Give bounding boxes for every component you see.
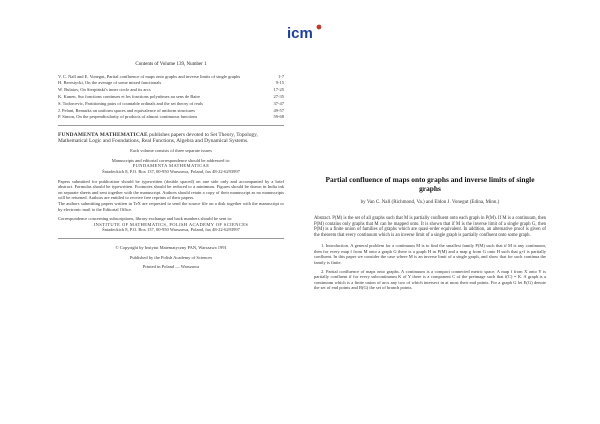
editor-name: FUNDAMENTA MATHEMATICAE [132, 163, 210, 169]
toc-item[interactable] [58, 101, 284, 107]
toc-page: 9-15 [275, 80, 284, 86]
copyright: © Copyright by Instytut Matematyczny PAN, Warszawa 1991 [115, 245, 227, 250]
printer-note: Printed in Poland — Warszawa [142, 264, 200, 270]
logo-text: icm [287, 25, 313, 42]
toc-title: J. Pelant, Remarks on uniform spaces and equivalence of uniform structures [58, 107, 195, 113]
journal-statement [58, 132, 284, 144]
right-column [314, 175, 546, 294]
toc-page: 37-47 [273, 100, 284, 106]
institute-address: Śniadeckich 8, P.O. Box 137, 00-950 Warszawa, Poland, fax 48-22-6293997 [102, 227, 240, 233]
toc-page: 59-68 [273, 114, 284, 120]
divider [58, 125, 284, 126]
institute-name: INSTITUTE OF MATHEMATICS, POLISH ACADEMY OF SCIENCES [93, 221, 249, 227]
author-names: Van C. Nall (Richmond, Va.) and Eldon J. Vonegut (Edina, Minn.) [366, 200, 500, 205]
logo-dot [317, 25, 322, 30]
journal-description: publishes papers devoted to Set Theory, Topology, Mathematical Logic and Foundations, Real Functions, Algebra and Dynamical Systems. [58, 131, 258, 145]
toc-title: P. Simon, On the perpendicularity of products of almost continuous functions [58, 114, 198, 120]
publisher-logo [286, 22, 322, 44]
tex-note: The authors submitting papers written in TeX are requested to send the source file on a disk together with the manuscript or by electronic mail to the Editorial Office. [58, 201, 284, 212]
publisher-note: Published by the Polish Academy of Sciences [129, 254, 213, 260]
author-prefix: by [360, 200, 366, 205]
section-introduction: 1. Introduction. A general problem for a continuum M is to find the smallest family P(M) such that if M is any continuum, then for every map f from M onto a graph G there is a graph H in P(M) and a map g from G onto H such that g∘f is partially confluent. In this paper we consider the case where M is an inverse limit of a single graph, and show that for such continua the family is finite. [314, 243, 546, 265]
journal-name: FUNDAMENTA MATHEMATICAE [58, 131, 148, 138]
contents-heading: Contents of Volume 139, Number 1 [135, 62, 207, 67]
toc-title: V. C. Nall and E. Vonegut, Partial confluence of maps onto graphs and inverse limits of single graphs [58, 73, 241, 79]
paper-title: Partial confluence of maps onto graphs and inverse limits of single graphs [325, 175, 535, 193]
toc-page: 17-25 [273, 87, 284, 93]
toc-page: 1-7 [278, 73, 284, 79]
toc-item[interactable] [58, 87, 284, 93]
toc-item[interactable] [58, 74, 284, 80]
toc-title: W. Bulatov, On Sierpiński's inner circle and its arcs [58, 87, 151, 93]
table-of-contents [58, 74, 284, 120]
toc-item[interactable] [58, 108, 284, 114]
toc-item[interactable] [58, 94, 284, 100]
toc-item[interactable] [58, 114, 284, 120]
circle-logo-icon [286, 22, 322, 44]
section-2: 2. Partial confluence of maps onto graphs. A continuum is a compact connected metric space. A map f from X onto Y is partially confluent if for every subcontinuum K of Y there is a component C of the preimage such that f(C) = K. A graph is a continuum which is a finite union of arcs any two of which intersect in at most their end points. For a graph G let E(G) denote the set of end points and B(G) the set of branch points. [314, 268, 546, 291]
editor-address: Śniadeckich 8, P.O. Box 137, 00-950 Warszawa, Poland, fax 48-22-6293997 [102, 169, 240, 175]
issue-info: Each volume consists of three separate issues [130, 148, 212, 154]
divider [58, 238, 284, 239]
manuscripts-heading: Manuscripts and editorial correspondence should be addressed to: [111, 157, 231, 163]
toc-title: H. Berestycki, On the average of some mixed functionals [58, 80, 162, 86]
toc-title: S. Todorcevic, Partitioning pairs of countable ordinals and the set theory of reals [58, 100, 203, 106]
toc-title: K. Kunen, Sur fonctions continues et les fonctions polynômes au sens de Baire [58, 93, 200, 99]
exchange-note: Correspondence concerning subscriptions, library exchange and back numbers should be sent to: [58, 216, 233, 222]
paper-abstract: Abstract. P(M) is the set of all graphs such that M is partially confluent onto each graph in P(M). If M is a continuum, then P(M) contains only graphs that M can be mapped onto. It is shown that if M is the inverse limit of a single graph G, then P(M) is a finite union of families of graphs which are quasi-order equivalent. In addition, an alternative proof is given of the theorem that every continuum which is an inverse limit of a single graph is partially confluent onto some graph. [314, 215, 546, 239]
toc-page: 49-57 [273, 107, 284, 113]
toc-page: 27-35 [273, 93, 284, 99]
left-column [58, 62, 284, 270]
submission-instructions: Papers submitted for publication should be typewritten (double spaced) on one side only and accompanied by a brief abstract. Formulas should be typewritten. Footnotes should be reduced to a minimum. Figures should be drawn in India ink on separate sheets and sent together with the manuscript. Authors should retain a copy of their manuscript as no manuscripts will be returned. Authors are entitled to receive free reprints of their papers. [58, 178, 284, 201]
paper-authors [314, 200, 546, 206]
toc-item[interactable] [58, 80, 284, 86]
